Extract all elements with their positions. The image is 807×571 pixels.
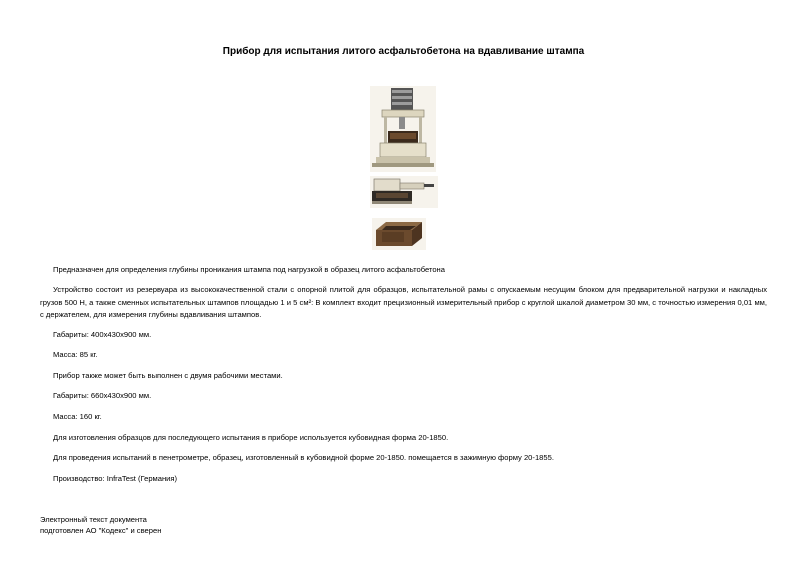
document-title: Прибор для испытания литого асфальтобетона на вдавливание штампа <box>222 46 585 57</box>
paragraph-dimensions-2: Габариты: 660x430x900 мм. <box>53 391 152 400</box>
footer-line: подготовлен АО "Кодекс" и сверен <box>40 526 162 535</box>
sample-tray-photo <box>370 176 438 208</box>
cube-mould-photo <box>372 218 426 250</box>
paragraph-description: Устройство состоит из резервуара из высококачественной стали с опорной плитой для образцов, испытательной рамы с опускаемым несущим блоком для предварительной нагрузки и накладных грузов 500 Н, а также сменных испытательных штампов площадью 1 и 5 см²: В комплект входит прецизионный измерительный прибор с круглой шкалой диаметром 30 мм, с точностью измерения 0,01 мм, с держателем, для измерения глубины вдавливания штампов. <box>40 285 767 319</box>
paragraph-dimensions-1: Габариты: 400x430x900 мм. <box>53 330 152 339</box>
document-footer <box>40 514 161 536</box>
paragraph-two-stations: Прибор также может быть выполнен с двумя рабочими местами. <box>53 371 283 380</box>
paragraph-mould: Для изготовления образцов для последующего испытания в приборе используется кубовидная форма 20-1850. <box>53 433 449 442</box>
apparatus-photo <box>370 86 436 172</box>
paragraph-clamp-form: Для проведения испытаний в пенетрометре, образец, изготовленный в кубовидной форме 20-1850. помещается в зажимную форму 20-1855. <box>53 453 554 462</box>
paragraph-mass-2: Масса: 160 кг. <box>53 412 102 421</box>
paragraph-manufacturer: Производство: InfraTest (Германия) <box>53 474 178 483</box>
footer-line: Электронный текст документа <box>40 515 147 524</box>
paragraph-purpose: Предназначен для определения глубины проникания штампа под нагрузкой в образец литого асфальтобетона <box>53 265 445 274</box>
paragraph-mass-1: Масса: 85 кг. <box>53 350 98 359</box>
